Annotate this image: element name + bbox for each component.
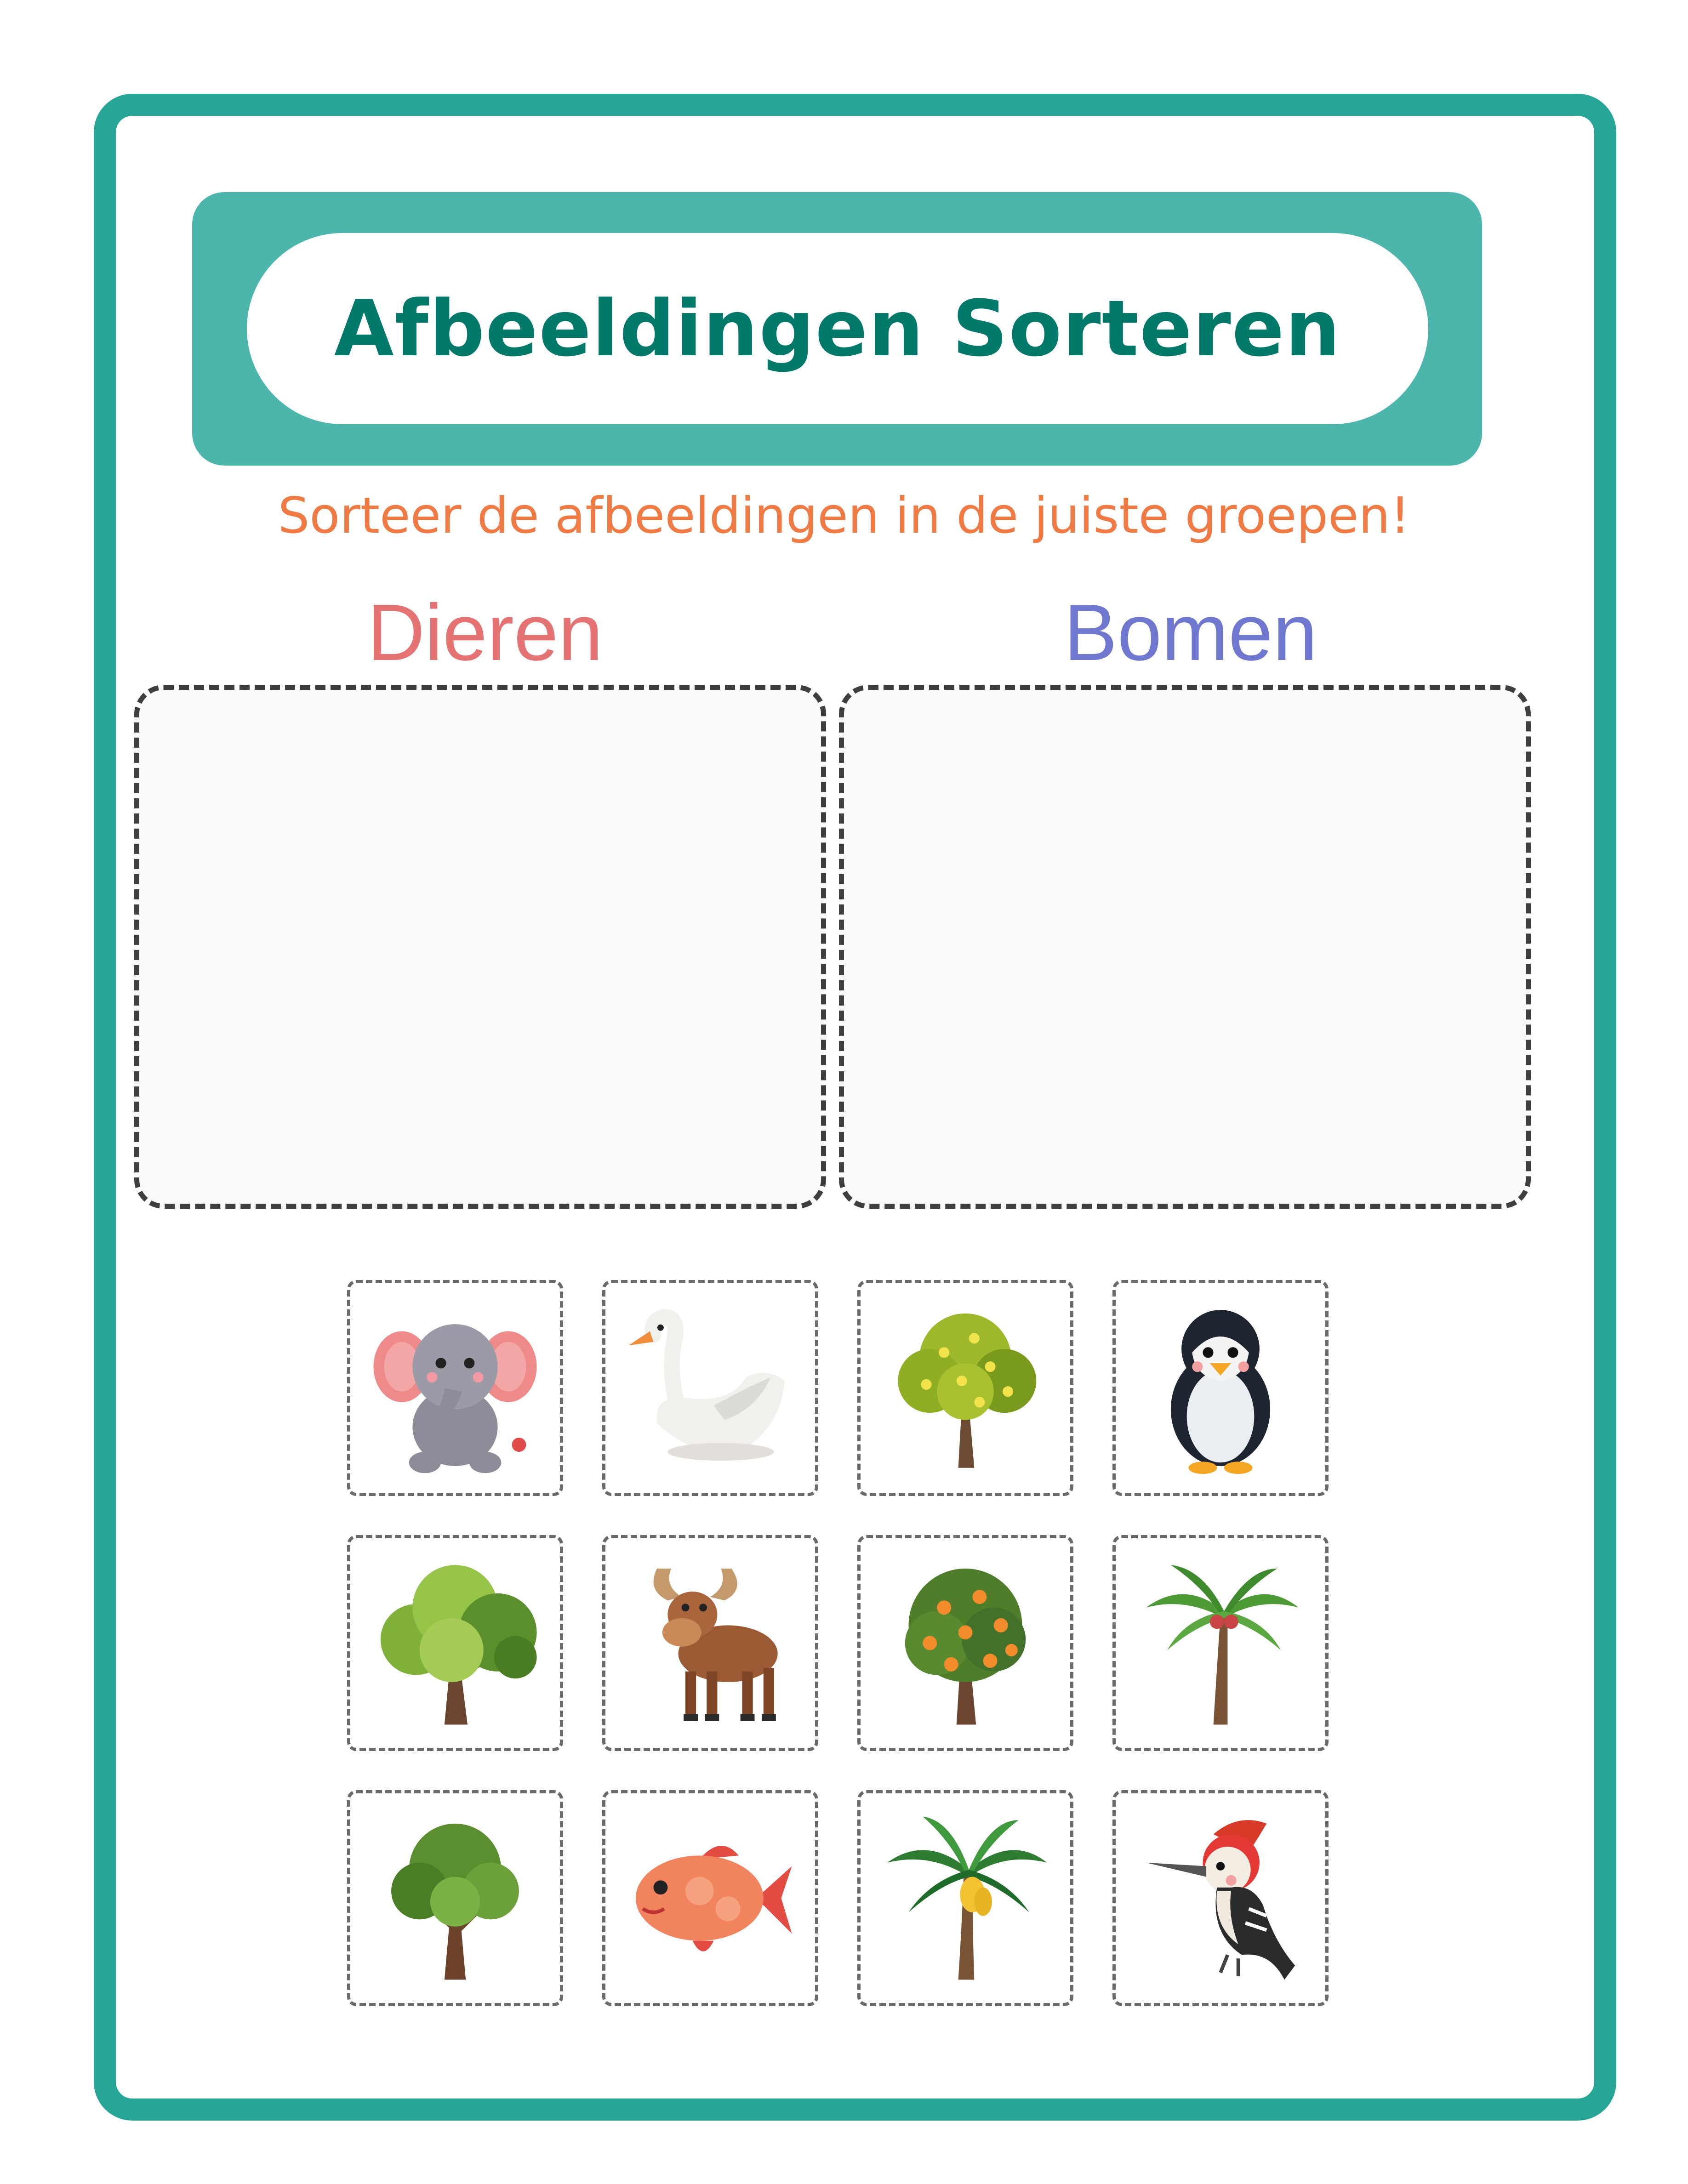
card-elephant[interactable] [347,1280,563,1496]
card-orange-tree[interactable] [857,1535,1073,1751]
instruction-text: Sorteer de afbeeldingen in de juiste groepen! [278,487,1410,545]
card-banana-palm[interactable] [857,1790,1073,2006]
swan-icon [622,1299,799,1477]
penguin-icon [1132,1299,1309,1477]
moose-icon [622,1554,799,1732]
drop-zone-trees[interactable] [839,685,1531,1209]
yellow-flower-tree-icon [877,1299,1054,1477]
title-pill [247,233,1428,424]
card-moose[interactable] [602,1535,818,1751]
category-title-animals: Dieren [367,587,603,677]
green-tree-icon [366,1554,544,1732]
card-fish[interactable] [602,1790,818,2006]
card-penguin[interactable] [1112,1280,1329,1496]
page-title: Afbeeldingen Sorteren [334,284,1341,374]
fish-icon [622,1809,799,1987]
card-swan[interactable] [602,1280,818,1496]
elephant-icon [366,1299,544,1477]
card-coconut-palm[interactable] [1112,1535,1329,1751]
card-green-tree[interactable] [347,1535,563,1751]
orange-tree-icon [877,1554,1054,1732]
banana-palm-icon [877,1809,1054,1987]
drop-zone-animals[interactable] [134,685,826,1209]
card-woodpecker[interactable] [1112,1790,1329,2006]
category-title-trees: Bomen [1064,587,1317,677]
small-tree-icon [366,1809,544,1987]
coconut-palm-icon [1132,1554,1309,1732]
card-small-tree[interactable] [347,1790,563,2006]
woodpecker-icon [1132,1809,1309,1987]
card-yellow-tree[interactable] [857,1280,1073,1496]
